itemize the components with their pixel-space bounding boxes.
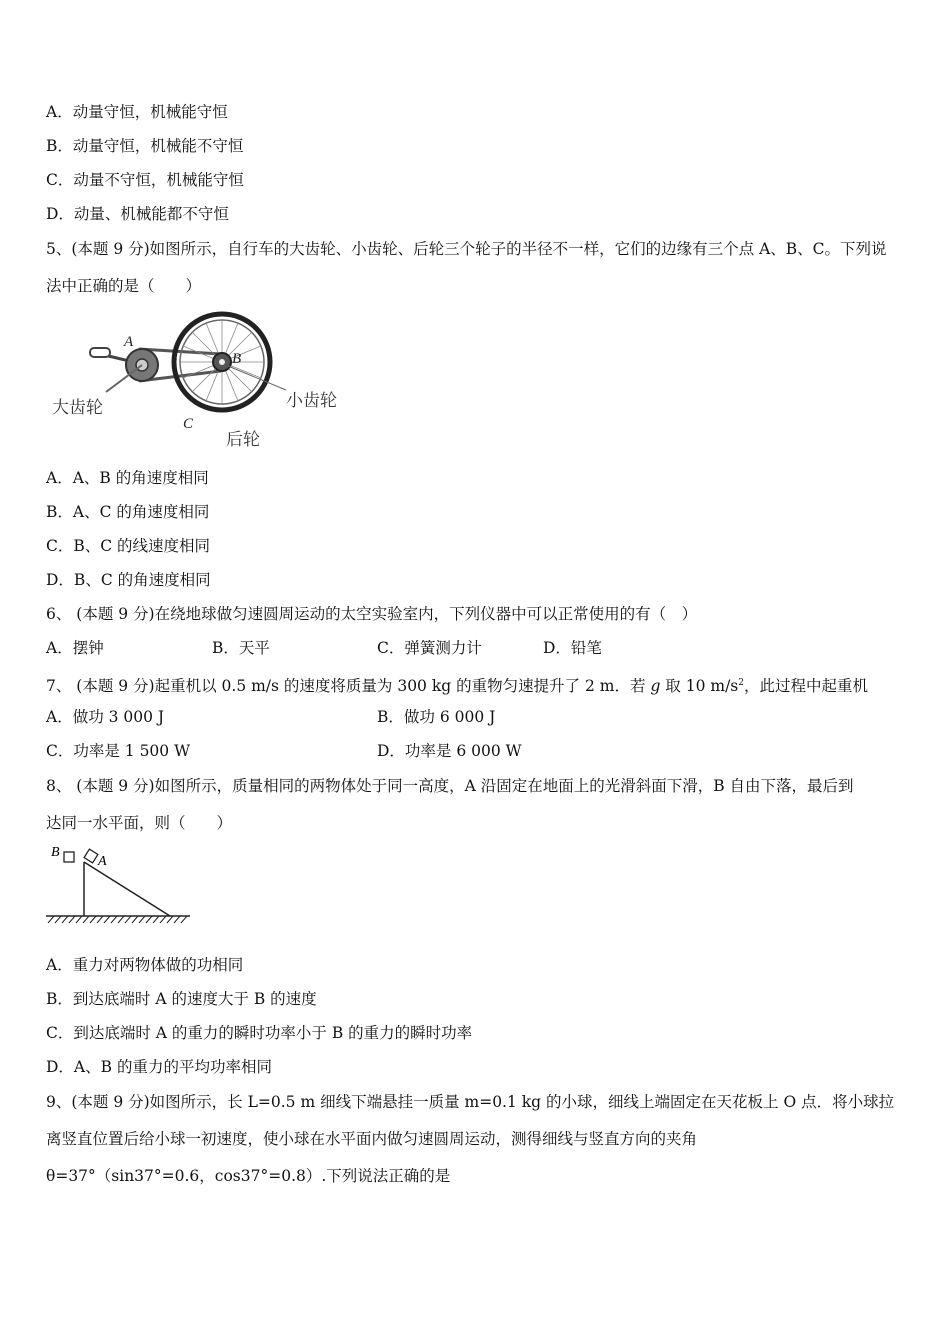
- label-b: B: [51, 845, 60, 860]
- q5-stem-line1: 5、(本题 9 分)如图所示，自行车的大齿轮、小齿轮、后轮三个轮子的半径不一样，它们的边缘有三个点 A、B、C。下列说: [46, 240, 887, 258]
- q6-option-d: D．铅笔: [543, 639, 602, 657]
- q8-option-c: C．到达底端时 A 的重力的瞬时功率小于 B 的重力的瞬时功率: [46, 1024, 473, 1042]
- q7-option-c: C．功率是 1 500 W: [46, 742, 191, 760]
- label-a: A: [98, 854, 107, 869]
- q8-stem-line1: 8、 (本题 9 分)如图所示，质量相同的两物体处于同一高度，A 沿固定在地面上的光滑斜面下滑，B 自由下落，最后到: [46, 777, 854, 795]
- q5-option-c: C．B、C 的线速度相同: [46, 537, 211, 555]
- q8-option-a: A．重力对两物体做的功相同: [46, 956, 244, 974]
- bicycle-gear-figure: [46, 304, 342, 450]
- q8-option-d: D．A、B 的重力的平均功率相同: [46, 1058, 272, 1076]
- label-big-gear: 大齿轮: [52, 398, 103, 418]
- q4-option-b: B．动量守恒，机械能不守恒: [46, 137, 244, 155]
- q7-option-d: D．功率是 6 000 W: [377, 742, 522, 760]
- q9-stem-line2: 离竖直位置后给小球一初速度，使小球在水平面内做匀速圆周运动，测得细线与竖直方向的夹角: [46, 1130, 698, 1148]
- q4-option-a: A．动量守恒，机械能守恒: [46, 103, 228, 121]
- block-a: [84, 849, 98, 863]
- small-gear-hub: [219, 359, 225, 365]
- q4-option-c: C．动量不守恒，机械能守恒: [46, 171, 244, 189]
- q6-option-c: C．弹簧测力计: [377, 639, 482, 657]
- q5-option-a: A．A、B 的角速度相同: [46, 469, 209, 487]
- label-b: B: [232, 351, 242, 367]
- q9-stem-line1: 9、(本题 9 分)如图所示，长 L=0.5 m 细线下端悬挂一质量 m=0.1 kg 的小球，细线上端固定在天花板上 O 点．将小球拉: [46, 1093, 895, 1111]
- q6-option-a: A．摆钟: [46, 639, 104, 657]
- ground-hatching: [48, 916, 187, 923]
- q7-option-a: A．做功 3 000 J: [46, 708, 165, 726]
- label-a: A: [124, 334, 134, 350]
- q7-stem: 7、 (本题 9 分)起重机以 0.5 m/s 的速度将质量为 300 kg 的重物匀速提升了 2 m．若 g 取 10 $m/s^2$，此过程中起重机: [46, 677, 869, 696]
- q5-option-b: B．A、C 的角速度相同: [46, 503, 210, 521]
- incline-slope: [84, 862, 170, 916]
- q8-stem-line2: 达同一水平面，则（ ）: [46, 814, 233, 832]
- label-c: C: [183, 416, 194, 432]
- label-small-gear: 小齿轮: [286, 391, 337, 411]
- q6-stem: 6、 (本题 9 分)在绕地球做匀速圆周运动的太空实验室内，下列仪器中可以正常使用的有（ ）: [46, 605, 698, 623]
- q4-option-d: D．动量、机械能都不守恒: [46, 205, 229, 223]
- block-b: [64, 852, 74, 862]
- q6-option-b: B．天平: [212, 639, 270, 657]
- q8-option-b: B．到达底端时 A 的速度大于 B 的速度: [46, 990, 317, 1008]
- label-rear-wheel: 后轮: [226, 430, 260, 450]
- q5-option-d: D．B、C 的角速度相同: [46, 571, 211, 589]
- incline-figure: [46, 840, 192, 930]
- q9-stem-line3: θ=37°（sin37°=0.6，cos37°=0.8）.下列说法正确的是: [46, 1167, 451, 1185]
- pedal: [90, 348, 110, 357]
- q7-option-b: B．做功 6 000 J: [377, 708, 496, 726]
- q5-stem-line2: 法中正确的是（ ）: [46, 277, 202, 295]
